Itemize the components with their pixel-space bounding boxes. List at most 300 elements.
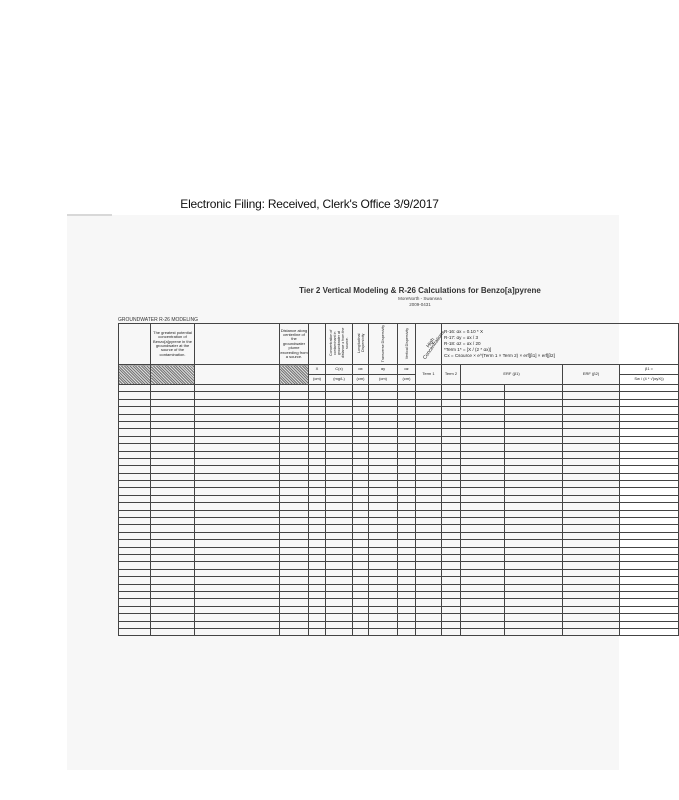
table-cell xyxy=(369,444,398,451)
table-cell xyxy=(442,628,461,635)
table-cell xyxy=(620,436,679,443)
table-cell xyxy=(461,495,505,502)
table-cell xyxy=(461,606,505,613)
table-cell xyxy=(442,584,461,591)
table-cell xyxy=(620,562,679,569)
table-cell xyxy=(353,569,369,576)
table-cell xyxy=(369,481,398,488)
table-cell xyxy=(151,473,195,480)
table-cell xyxy=(563,429,620,436)
table-cell xyxy=(442,481,461,488)
table-cell xyxy=(326,399,353,406)
table-cell xyxy=(119,584,151,591)
table-cell xyxy=(461,481,505,488)
table-cell xyxy=(398,614,416,621)
table-cell xyxy=(280,525,309,532)
table-cell xyxy=(620,569,679,576)
table-cell xyxy=(195,458,280,465)
table-cell xyxy=(563,444,620,451)
table-row xyxy=(119,473,679,480)
concentration-description-text: Concentration of contaminant in groundwater at distance x from the source. xyxy=(329,328,349,359)
table-body xyxy=(119,385,679,636)
table-cell xyxy=(151,503,195,510)
table-cell xyxy=(461,562,505,569)
table-cell xyxy=(195,488,280,495)
table-cell xyxy=(563,591,620,598)
header-transverse xyxy=(369,324,398,365)
table-cell xyxy=(620,495,679,502)
table-cell xyxy=(369,503,398,510)
header-source-description xyxy=(151,324,195,365)
table-cell xyxy=(353,458,369,465)
table-cell xyxy=(442,488,461,495)
table-cell xyxy=(119,444,151,451)
scan-noise-cell xyxy=(280,365,309,385)
table-row xyxy=(119,444,679,451)
table-cell xyxy=(416,495,442,502)
table-cell xyxy=(369,554,398,561)
table-cell xyxy=(309,444,326,451)
table-cell xyxy=(353,510,369,517)
table-cell xyxy=(461,525,505,532)
table-cell xyxy=(353,614,369,621)
equation-r16: R-16: αx = 0.10 * X xyxy=(444,329,484,334)
table-cell xyxy=(326,466,353,473)
table-cell xyxy=(398,621,416,628)
table-cell xyxy=(620,510,679,517)
table-cell xyxy=(563,577,620,584)
table-cell xyxy=(505,407,563,414)
table-cell xyxy=(280,532,309,539)
table-cell xyxy=(563,628,620,635)
table-cell xyxy=(563,614,620,621)
table-cell xyxy=(416,525,442,532)
table-cell xyxy=(398,532,416,539)
table-cell xyxy=(442,392,461,399)
table-cell xyxy=(119,547,151,554)
table-cell xyxy=(369,614,398,621)
table-cell xyxy=(309,628,326,635)
table-cell xyxy=(369,510,398,517)
table-cell xyxy=(195,429,280,436)
table-cell xyxy=(563,436,620,443)
table-cell xyxy=(620,407,679,414)
table-cell xyxy=(280,584,309,591)
table-cell xyxy=(369,458,398,465)
table-cell xyxy=(280,503,309,510)
table-cell xyxy=(151,606,195,613)
table-cell xyxy=(416,547,442,554)
table-cell xyxy=(280,407,309,414)
table-cell xyxy=(442,399,461,406)
table-cell xyxy=(461,392,505,399)
table-cell xyxy=(563,392,620,399)
table-cell xyxy=(119,614,151,621)
table-cell xyxy=(309,503,326,510)
table-cell xyxy=(416,628,442,635)
table-row xyxy=(119,518,679,525)
table-row xyxy=(119,525,679,532)
table-cell xyxy=(369,392,398,399)
table-row xyxy=(119,392,679,399)
table-cell xyxy=(398,599,416,606)
table-cell xyxy=(151,569,195,576)
table-cell xyxy=(505,599,563,606)
table-cell xyxy=(353,606,369,613)
table-cell xyxy=(195,547,280,554)
distance-description-text: Distance along centerline of the groundwater plume exceeding from a source. xyxy=(280,327,308,360)
table-cell xyxy=(563,547,620,554)
table-cell xyxy=(195,532,280,539)
table-row xyxy=(119,554,679,561)
table-cell xyxy=(416,399,442,406)
table-cell xyxy=(353,481,369,488)
table-cell xyxy=(505,554,563,561)
table-cell xyxy=(505,436,563,443)
table-cell xyxy=(280,421,309,428)
source-description-text: The greatest potential concentration of Benzo[a]pyrene in the groundwater at the source of the contamination. xyxy=(153,329,192,357)
table-cell xyxy=(620,473,679,480)
table-cell xyxy=(563,584,620,591)
table-cell xyxy=(119,392,151,399)
table-cell xyxy=(416,458,442,465)
table-cell xyxy=(398,554,416,561)
table-cell xyxy=(505,385,563,392)
table-cell xyxy=(151,554,195,561)
table-cell xyxy=(309,392,326,399)
table-cell xyxy=(505,591,563,598)
table-cell xyxy=(416,436,442,443)
table-cell xyxy=(151,525,195,532)
table-cell xyxy=(326,577,353,584)
table-cell xyxy=(326,621,353,628)
table-cell xyxy=(326,584,353,591)
table-cell xyxy=(280,451,309,458)
table-cell xyxy=(195,562,280,569)
table-row xyxy=(119,577,679,584)
document-subtitle: MoreNorth - Swansea xyxy=(398,296,442,301)
table-cell xyxy=(353,577,369,584)
table-cell xyxy=(416,385,442,392)
col-cx-unit: (mg/L) xyxy=(326,375,353,385)
table-cell xyxy=(119,569,151,576)
table-cell xyxy=(620,488,679,495)
table-cell xyxy=(151,407,195,414)
table-cell xyxy=(442,466,461,473)
col-az-label: αz xyxy=(398,365,416,375)
high-concentrations-text: High Concentrations xyxy=(422,329,447,361)
table-cell xyxy=(620,540,679,547)
table-cell xyxy=(151,436,195,443)
header-equations xyxy=(442,324,679,365)
table-cell xyxy=(505,532,563,539)
table-cell xyxy=(461,510,505,517)
table-cell xyxy=(151,621,195,628)
table-cell xyxy=(151,584,195,591)
table-cell xyxy=(151,385,195,392)
table-cell xyxy=(119,458,151,465)
table-cell xyxy=(442,495,461,502)
table-cell xyxy=(119,621,151,628)
table-cell xyxy=(309,451,326,458)
table-row xyxy=(119,591,679,598)
table-cell xyxy=(620,584,679,591)
col-term2-label: Term 2 xyxy=(442,365,461,385)
table-cell xyxy=(505,444,563,451)
table-cell xyxy=(326,547,353,554)
table-row xyxy=(119,621,679,628)
table-cell xyxy=(119,599,151,606)
table-cell xyxy=(416,473,442,480)
table-cell xyxy=(369,488,398,495)
table-row xyxy=(119,562,679,569)
table-cell xyxy=(461,547,505,554)
table-cell xyxy=(398,606,416,613)
table-cell xyxy=(309,554,326,561)
table-cell xyxy=(398,473,416,480)
table-cell xyxy=(563,481,620,488)
table-cell xyxy=(309,436,326,443)
table-cell xyxy=(505,628,563,635)
table-cell xyxy=(416,421,442,428)
table-cell xyxy=(416,481,442,488)
table-cell xyxy=(416,392,442,399)
table-cell xyxy=(151,488,195,495)
section-label: GROUNDWATER R-26 MODELING xyxy=(118,317,199,323)
table-cell xyxy=(620,628,679,635)
table-cell xyxy=(620,525,679,532)
table-cell xyxy=(119,488,151,495)
table-cell xyxy=(326,444,353,451)
table-cell xyxy=(416,614,442,621)
table-cell xyxy=(505,518,563,525)
table-row xyxy=(119,540,679,547)
table-cell xyxy=(416,407,442,414)
table-cell xyxy=(398,392,416,399)
table-row xyxy=(119,628,679,635)
table-cell xyxy=(309,621,326,628)
table-cell xyxy=(326,392,353,399)
table-cell xyxy=(442,429,461,436)
table-row xyxy=(119,495,679,502)
table-cell xyxy=(442,591,461,598)
table-cell xyxy=(416,451,442,458)
table-cell xyxy=(119,591,151,598)
table-cell xyxy=(326,458,353,465)
table-row xyxy=(119,569,679,576)
table-cell xyxy=(280,473,309,480)
table-cell xyxy=(620,414,679,421)
table-row xyxy=(119,414,679,421)
table-cell xyxy=(309,562,326,569)
table-cell xyxy=(119,540,151,547)
transverse-dispersivity-text: Transverse Dispersivity xyxy=(381,324,385,362)
table-cell xyxy=(326,481,353,488)
table-cell xyxy=(620,532,679,539)
table-cell xyxy=(151,481,195,488)
table-cell xyxy=(563,466,620,473)
table-cell xyxy=(505,606,563,613)
equation-cx: Cx = Csource × e^(Term 1 × Term 2) × erf[β1] × erf[β2] xyxy=(444,353,555,358)
table-cell xyxy=(461,399,505,406)
table-cell xyxy=(461,540,505,547)
table-cell xyxy=(563,414,620,421)
table-cell xyxy=(369,606,398,613)
table-cell xyxy=(563,562,620,569)
col-erf2-label: ERF (β2) xyxy=(563,365,620,385)
table-cell xyxy=(326,599,353,606)
table-cell xyxy=(119,385,151,392)
table-cell xyxy=(620,591,679,598)
table-cell xyxy=(505,614,563,621)
table-cell xyxy=(309,577,326,584)
table-cell xyxy=(398,569,416,576)
table-cell xyxy=(505,399,563,406)
table-cell xyxy=(620,481,679,488)
table-row xyxy=(119,429,679,436)
table-cell xyxy=(505,569,563,576)
table-cell xyxy=(326,510,353,517)
table-cell xyxy=(563,421,620,428)
table-cell xyxy=(151,599,195,606)
table-cell xyxy=(280,577,309,584)
table-cell xyxy=(119,466,151,473)
table-row xyxy=(119,532,679,539)
table-cell xyxy=(416,444,442,451)
table-cell xyxy=(280,385,309,392)
table-cell xyxy=(563,532,620,539)
table-cell xyxy=(309,399,326,406)
col-ay-unit: (cm) xyxy=(369,375,398,385)
table-cell xyxy=(353,547,369,554)
table-cell xyxy=(280,444,309,451)
table-cell xyxy=(620,606,679,613)
table-cell xyxy=(309,518,326,525)
table-cell xyxy=(280,414,309,421)
table-cell xyxy=(416,518,442,525)
table-cell xyxy=(505,577,563,584)
table-cell xyxy=(505,414,563,421)
table-cell xyxy=(195,436,280,443)
table-cell xyxy=(620,466,679,473)
table-cell xyxy=(398,407,416,414)
header-blank-4 xyxy=(195,365,280,385)
table-cell xyxy=(505,503,563,510)
table-cell xyxy=(398,495,416,502)
table-cell xyxy=(353,466,369,473)
table-cell xyxy=(326,540,353,547)
table-cell xyxy=(326,436,353,443)
table-cell xyxy=(505,481,563,488)
table-cell xyxy=(620,547,679,554)
table-cell xyxy=(326,451,353,458)
table-cell xyxy=(416,569,442,576)
table-cell xyxy=(563,621,620,628)
table-cell xyxy=(563,540,620,547)
table-cell xyxy=(505,466,563,473)
table-cell xyxy=(442,599,461,606)
table-cell xyxy=(442,554,461,561)
table-cell xyxy=(416,532,442,539)
table-cell xyxy=(326,385,353,392)
table-cell xyxy=(353,503,369,510)
table-cell xyxy=(280,547,309,554)
table-cell xyxy=(151,591,195,598)
table-cell xyxy=(461,518,505,525)
document-number: 2009-0431 xyxy=(409,302,431,307)
col-term1-label: Term 1 xyxy=(416,365,442,385)
table-cell xyxy=(620,599,679,606)
table-cell xyxy=(326,414,353,421)
table-cell xyxy=(369,591,398,598)
table-row xyxy=(119,451,679,458)
table-cell xyxy=(369,547,398,554)
table-cell xyxy=(442,510,461,517)
table-cell xyxy=(280,466,309,473)
table-cell xyxy=(369,414,398,421)
table-cell xyxy=(416,577,442,584)
table-cell xyxy=(563,488,620,495)
col-x-unit: (cm) xyxy=(309,375,326,385)
table-cell xyxy=(151,510,195,517)
table-cell xyxy=(309,488,326,495)
table-cell xyxy=(119,577,151,584)
table-row xyxy=(119,481,679,488)
table-cell xyxy=(398,436,416,443)
table-cell xyxy=(353,392,369,399)
table-cell xyxy=(398,591,416,598)
table-cell xyxy=(280,392,309,399)
table-cell xyxy=(398,540,416,547)
table-cell xyxy=(442,532,461,539)
table-row xyxy=(119,606,679,613)
table-cell xyxy=(563,451,620,458)
table-cell xyxy=(398,429,416,436)
table-cell xyxy=(620,503,679,510)
table-cell xyxy=(461,414,505,421)
table-cell xyxy=(398,562,416,569)
table-cell xyxy=(369,399,398,406)
table-cell xyxy=(461,532,505,539)
table-cell xyxy=(620,421,679,428)
table-cell xyxy=(398,466,416,473)
table-cell xyxy=(398,399,416,406)
table-row xyxy=(119,466,679,473)
table-cell xyxy=(461,407,505,414)
table-cell xyxy=(195,591,280,598)
table-cell xyxy=(398,628,416,635)
table-cell xyxy=(151,451,195,458)
table-cell xyxy=(398,584,416,591)
table-cell xyxy=(309,421,326,428)
table-cell xyxy=(309,547,326,554)
table-cell xyxy=(119,429,151,436)
calculation-table-container xyxy=(118,323,664,616)
table-cell xyxy=(353,385,369,392)
table-cell xyxy=(416,606,442,613)
table-cell xyxy=(309,525,326,532)
equation-term1: *Term 1* = [X / (2 * αx)] xyxy=(444,347,492,352)
table-cell xyxy=(119,421,151,428)
table-cell xyxy=(119,414,151,421)
table-cell xyxy=(369,562,398,569)
table-cell xyxy=(416,488,442,495)
table-cell xyxy=(280,436,309,443)
table-cell xyxy=(369,436,398,443)
table-cell xyxy=(151,414,195,421)
table-cell xyxy=(442,614,461,621)
table-cell xyxy=(442,473,461,480)
